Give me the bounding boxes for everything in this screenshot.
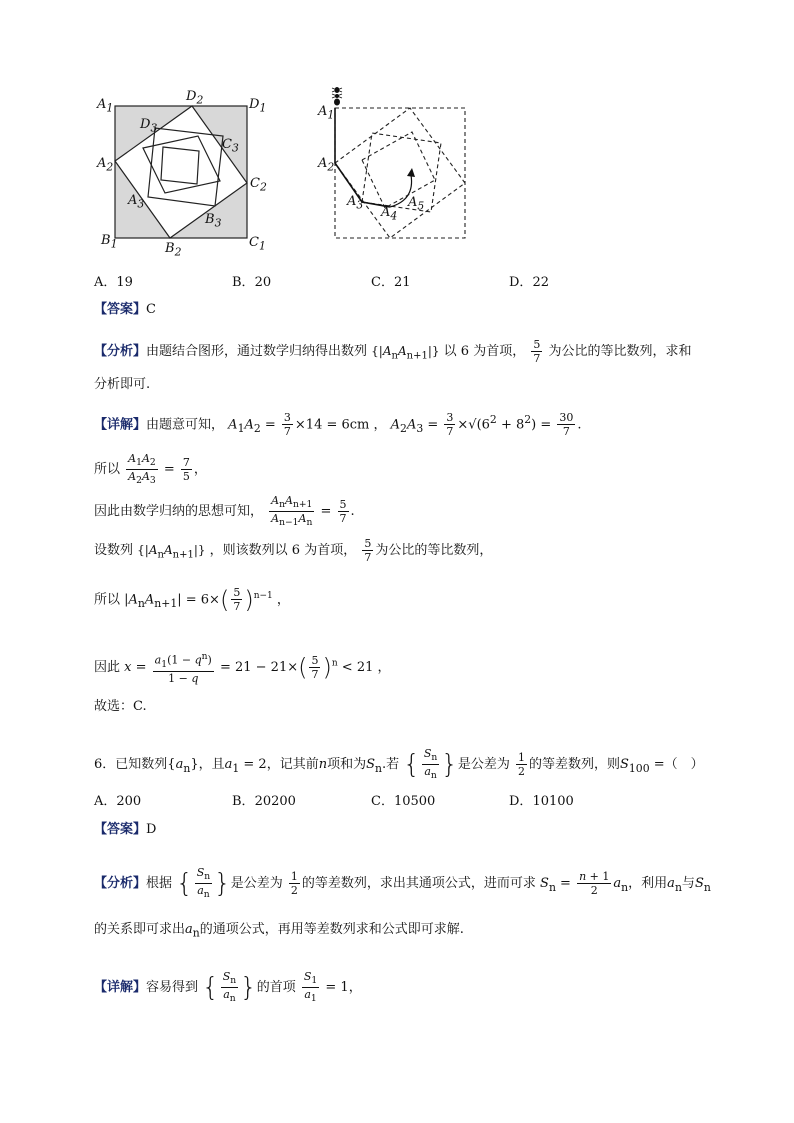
q6-analysis-line2: 的关系即可求出$a_n$的通项公式，再用等差数列求和公式即可求解. xyxy=(94,922,464,940)
label2-A1: $A_1$ xyxy=(318,104,335,122)
label-A2: $A_2$ xyxy=(97,156,114,174)
arrow-head-icon xyxy=(407,168,415,177)
q5-general-term: 所以 $|A_nA_{n+1}| = 6\times$( $\frac{5}{7}$ )$^{n-1}$ ， xyxy=(94,585,290,614)
label2-A5: $A_5$ xyxy=(408,195,425,213)
q5-induction: 因此由数学归纳的思想可知， $\frac{A_nA_{n+1}}{A_{n-1}A_n}$ = $\frac{5}{7}$ . xyxy=(94,494,355,529)
q5-analysis: 【分析】由题结合图形，通过数学归纳得出数列 $\{|A_nA_{n+1}|\}$ 以 6 为首项， $\frac{5}{7}$ 为公比的等比数列，求和 xyxy=(94,338,692,365)
ant-icon xyxy=(332,87,342,106)
label-B1: $B_1$ xyxy=(101,233,118,251)
q5-option-c[interactable]: C．21 xyxy=(371,275,411,290)
q5-set-sequence: 设数列 $\{|A_nA_{n+1}|\}$ ，则该数列以 6 为首项， $\frac{5}{7}$ 为公比的等比数列， xyxy=(94,537,493,564)
q5-option-a[interactable]: A．19 xyxy=(94,275,133,290)
label2-A4: $A_4$ xyxy=(381,205,398,223)
q5-option-d[interactable]: D．22 xyxy=(509,275,549,290)
label2-A2: $A_2$ xyxy=(318,156,335,174)
label-D2: $D_2$ xyxy=(186,89,204,107)
q5-answer: 【答案】C xyxy=(94,302,156,317)
q6-stem: 6．已知数列$\{a_n\}$，且$a_1 = 2$，记其前n项和为$S_n$.若 { $\frac{S_n}{a_n}$ }是公差为 $\frac{1}{2}$ 的等差数列，则$S_{100}$ =（ ） xyxy=(94,747,704,782)
label2-A3: $A_3$ xyxy=(347,194,364,212)
label-A3: $A_3$ xyxy=(128,193,145,211)
q5-ratio: 所以 $\frac{A_1A_2}{A_2A_3}$ = $\frac{7}{5}$ ， xyxy=(94,452,207,487)
dashed-square-3 xyxy=(362,133,441,212)
label-B3: $B_3$ xyxy=(205,212,222,230)
label-A1: $A_1$ xyxy=(97,97,114,115)
q6-detail: 【详解】容易得到 { $\frac{S_n}{a_n}$ }的首项 $\frac{S_1}{a_1}$ = 1， xyxy=(94,970,362,1005)
figure-ant-path xyxy=(315,80,475,250)
q6-option-b[interactable]: B．20200 xyxy=(232,794,296,809)
label-C1: $C_1$ xyxy=(249,235,266,253)
dashed-outer-square xyxy=(335,108,465,238)
q5-choose: 故选：C. xyxy=(94,699,147,714)
label-B2: $B_2$ xyxy=(165,241,182,259)
figure-nested-squares xyxy=(95,88,275,263)
q5-analysis-line2: 分析即可. xyxy=(94,377,151,392)
q6-analysis: 【分析】根据 { $\frac{S_n}{a_n}$ }是公差为 $\frac{1}{2}$ 的等差数列，求出其通项公式，进而可求 $S_n$ = $\frac{n + 1}{2}$ $a_n$，利用$a_n$与$S_n$ xyxy=(94,866,711,901)
q6-answer: 【答案】D xyxy=(94,822,157,837)
q6-option-d[interactable]: D．10100 xyxy=(509,794,574,809)
label-D1: $D_1$ xyxy=(249,97,267,115)
dashed-square-2 xyxy=(335,108,465,238)
q6-option-a[interactable]: A．200 xyxy=(94,794,142,809)
label-D3: $D_3$ xyxy=(140,117,158,135)
label-C2: $C_2$ xyxy=(250,176,267,194)
label-C3: $C_3$ xyxy=(222,137,239,155)
q5-option-b[interactable]: B．20 xyxy=(232,275,272,290)
q6-option-c[interactable]: C．10500 xyxy=(371,794,436,809)
q5-sum: 因此 x = $\frac{a_1(1 - q^n)}{1 - q}$ = 21 − 21×( $\frac{5}{7}$ )$^n$ < 21 ， xyxy=(94,651,391,685)
q5-detail: 【详解】由题意可知， $A_1A_2$ = $\frac{3}{7}$ ×14 = 6cm ， $A_2A_3$ = $\frac{3}{7}$ $\times√(6^2 + 8^2)$ = $\frac{30}{7}$ . xyxy=(94,411,582,439)
